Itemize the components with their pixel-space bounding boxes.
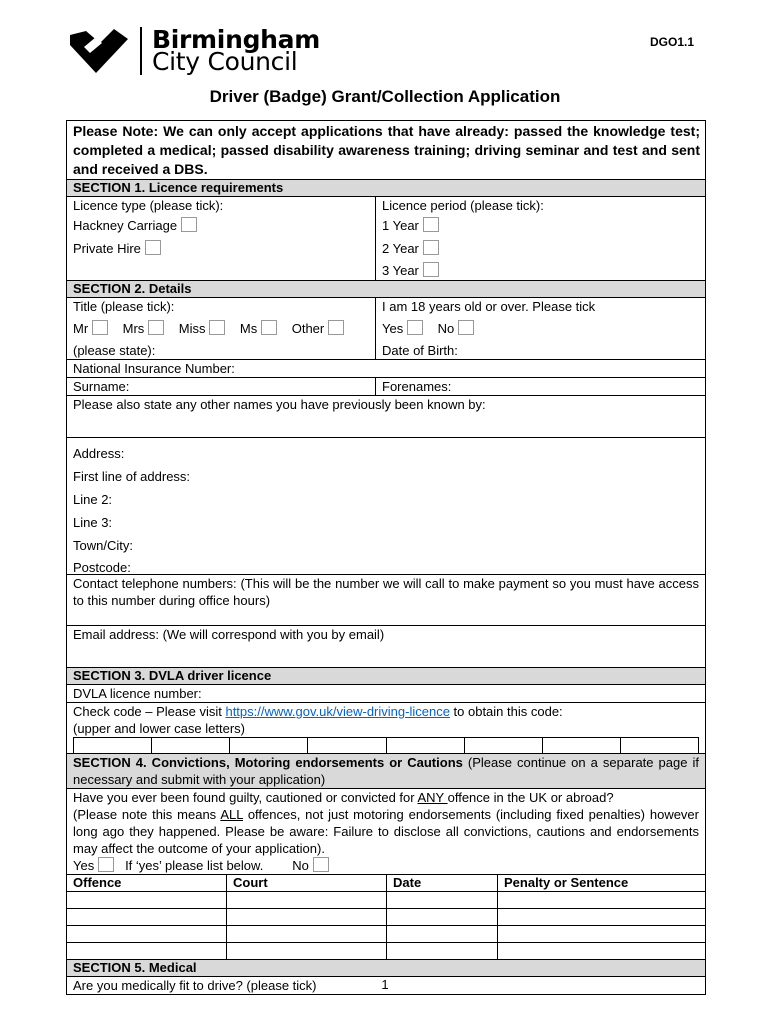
forenames-label: Forenames:	[382, 379, 452, 394]
other-names-label: Please also state any other names you have previously been known by:	[73, 397, 486, 412]
table-row[interactable]	[67, 925, 705, 942]
address-line-2: Line 2:	[73, 492, 113, 507]
town-city: Town/City:	[73, 538, 133, 553]
table-row[interactable]	[67, 908, 705, 925]
period-1-year[interactable]: 1 Year	[376, 214, 705, 237]
title-options: Mr Mrs Miss Ms Other	[67, 315, 375, 342]
checkbox[interactable]	[145, 240, 161, 255]
section1-heading: SECTION 1. Licence requirements	[67, 180, 705, 196]
address-label: Address:	[73, 446, 125, 461]
licence-type-hackney[interactable]: Hackney Carriage	[67, 214, 375, 237]
section4-heading: SECTION 4. Convictions, Motoring endorsements or Cautions (Please continue on a separate page if necessary and submit with your application)	[67, 754, 705, 788]
surname-label: Surname:	[73, 379, 130, 394]
medical-question: Are you medically fit to drive? (please tick)	[73, 978, 317, 993]
table-header: Offence Court Date Penalty or Sentence	[67, 874, 705, 891]
address-line-3: Line 3:	[73, 515, 113, 530]
period-2-year[interactable]: 2 Year	[376, 237, 705, 260]
checkbox-mrs[interactable]	[148, 320, 164, 335]
checkbox-convictions-yes[interactable]	[98, 857, 114, 872]
postcode: Postcode:	[73, 560, 131, 575]
licence-type-label: Licence type (please tick):	[73, 198, 224, 213]
section5-heading: SECTION 5. Medical	[67, 960, 705, 976]
convictions-note: (Please note this means ALL offences, not just motoring endorsements (including fixed penalties) however long ago they happened. Please be aware: Failure to disclose all convictions, cautions and endorsements may affect the outcome of your application).	[73, 807, 699, 856]
phone-label: Contact telephone numbers: (This will be the number we will call to make payment so you must have access to this number during office hours)	[73, 576, 699, 608]
address-line-1: First line of address:	[73, 469, 191, 484]
please-state: (please state):	[73, 343, 156, 358]
code-box[interactable]	[543, 737, 621, 753]
heart-logo-icon	[66, 27, 130, 75]
check-code-boxes	[73, 737, 699, 753]
age-label: I am 18 years old or over. Please tick	[382, 299, 596, 314]
checkbox[interactable]	[181, 217, 197, 232]
case-note: (upper and lower case letters)	[73, 721, 245, 736]
code-box[interactable]	[308, 737, 386, 753]
logo-line1: Birmingham	[152, 25, 320, 54]
checkbox-miss[interactable]	[209, 320, 225, 335]
checkbox[interactable]	[423, 262, 439, 277]
code-box[interactable]	[230, 737, 308, 753]
convictions-question: Have you ever been found guilty, cautioned or convicted for ANY offence in the UK or abroad?	[73, 790, 614, 805]
title-label: Title (please tick):	[73, 299, 175, 314]
checkbox-mr[interactable]	[92, 320, 108, 335]
checkbox-other[interactable]	[328, 320, 344, 335]
email-label: Email address: (We will correspond with you by email)	[73, 627, 385, 642]
checkbox-age-no[interactable]	[458, 320, 474, 335]
code-box[interactable]	[387, 737, 465, 753]
page-number: 1	[381, 977, 389, 992]
licence-period-label: Licence period (please tick):	[382, 198, 544, 213]
checkbox-convictions-no[interactable]	[313, 857, 329, 872]
convictions-answer: Yes If ‘yes’ please list below. No	[67, 857, 705, 874]
checkbox-age-yes[interactable]	[407, 320, 423, 335]
age-options: Yes No	[376, 315, 705, 342]
checkbox[interactable]	[423, 217, 439, 232]
logo-line2: City Council	[152, 47, 298, 76]
code-box[interactable]	[465, 737, 543, 753]
ni-number-label: National Insurance Number:	[73, 361, 235, 376]
doc-code: DGO1.1	[650, 35, 695, 49]
council-logo	[66, 26, 320, 76]
checkbox[interactable]	[423, 240, 439, 255]
checkbox-ms[interactable]	[261, 320, 277, 335]
code-box[interactable]	[74, 737, 152, 753]
note: Please Note: We can only accept applications that have already: passed the knowledge test; completed a medical; passed disability awareness training; driving seminar and test and sent and received a DBS.	[73, 123, 700, 177]
table-row[interactable]	[67, 891, 705, 908]
licence-type-private-hire[interactable]: Private Hire	[67, 237, 375, 260]
dvla-link[interactable]: https://www.gov.uk/view-driving-licence	[225, 704, 450, 719]
application-form	[66, 120, 706, 995]
dob-label: Date of Birth:	[382, 343, 458, 358]
page-title: Driver (Badge) Grant/Collection Application	[209, 87, 561, 106]
section2-heading: SECTION 2. Details	[67, 281, 705, 297]
period-3-year[interactable]: 3 Year	[376, 260, 705, 280]
dvla-number-label: DVLA licence number:	[73, 686, 202, 701]
table-row[interactable]	[67, 942, 705, 959]
code-box[interactable]	[152, 737, 230, 753]
check-code-text: Check code – Please visit https://www.gov.uk/view-driving-licence to obtain this code:	[73, 704, 563, 719]
code-box[interactable]	[621, 737, 699, 753]
section3-heading: SECTION 3. DVLA driver licence	[67, 668, 705, 684]
